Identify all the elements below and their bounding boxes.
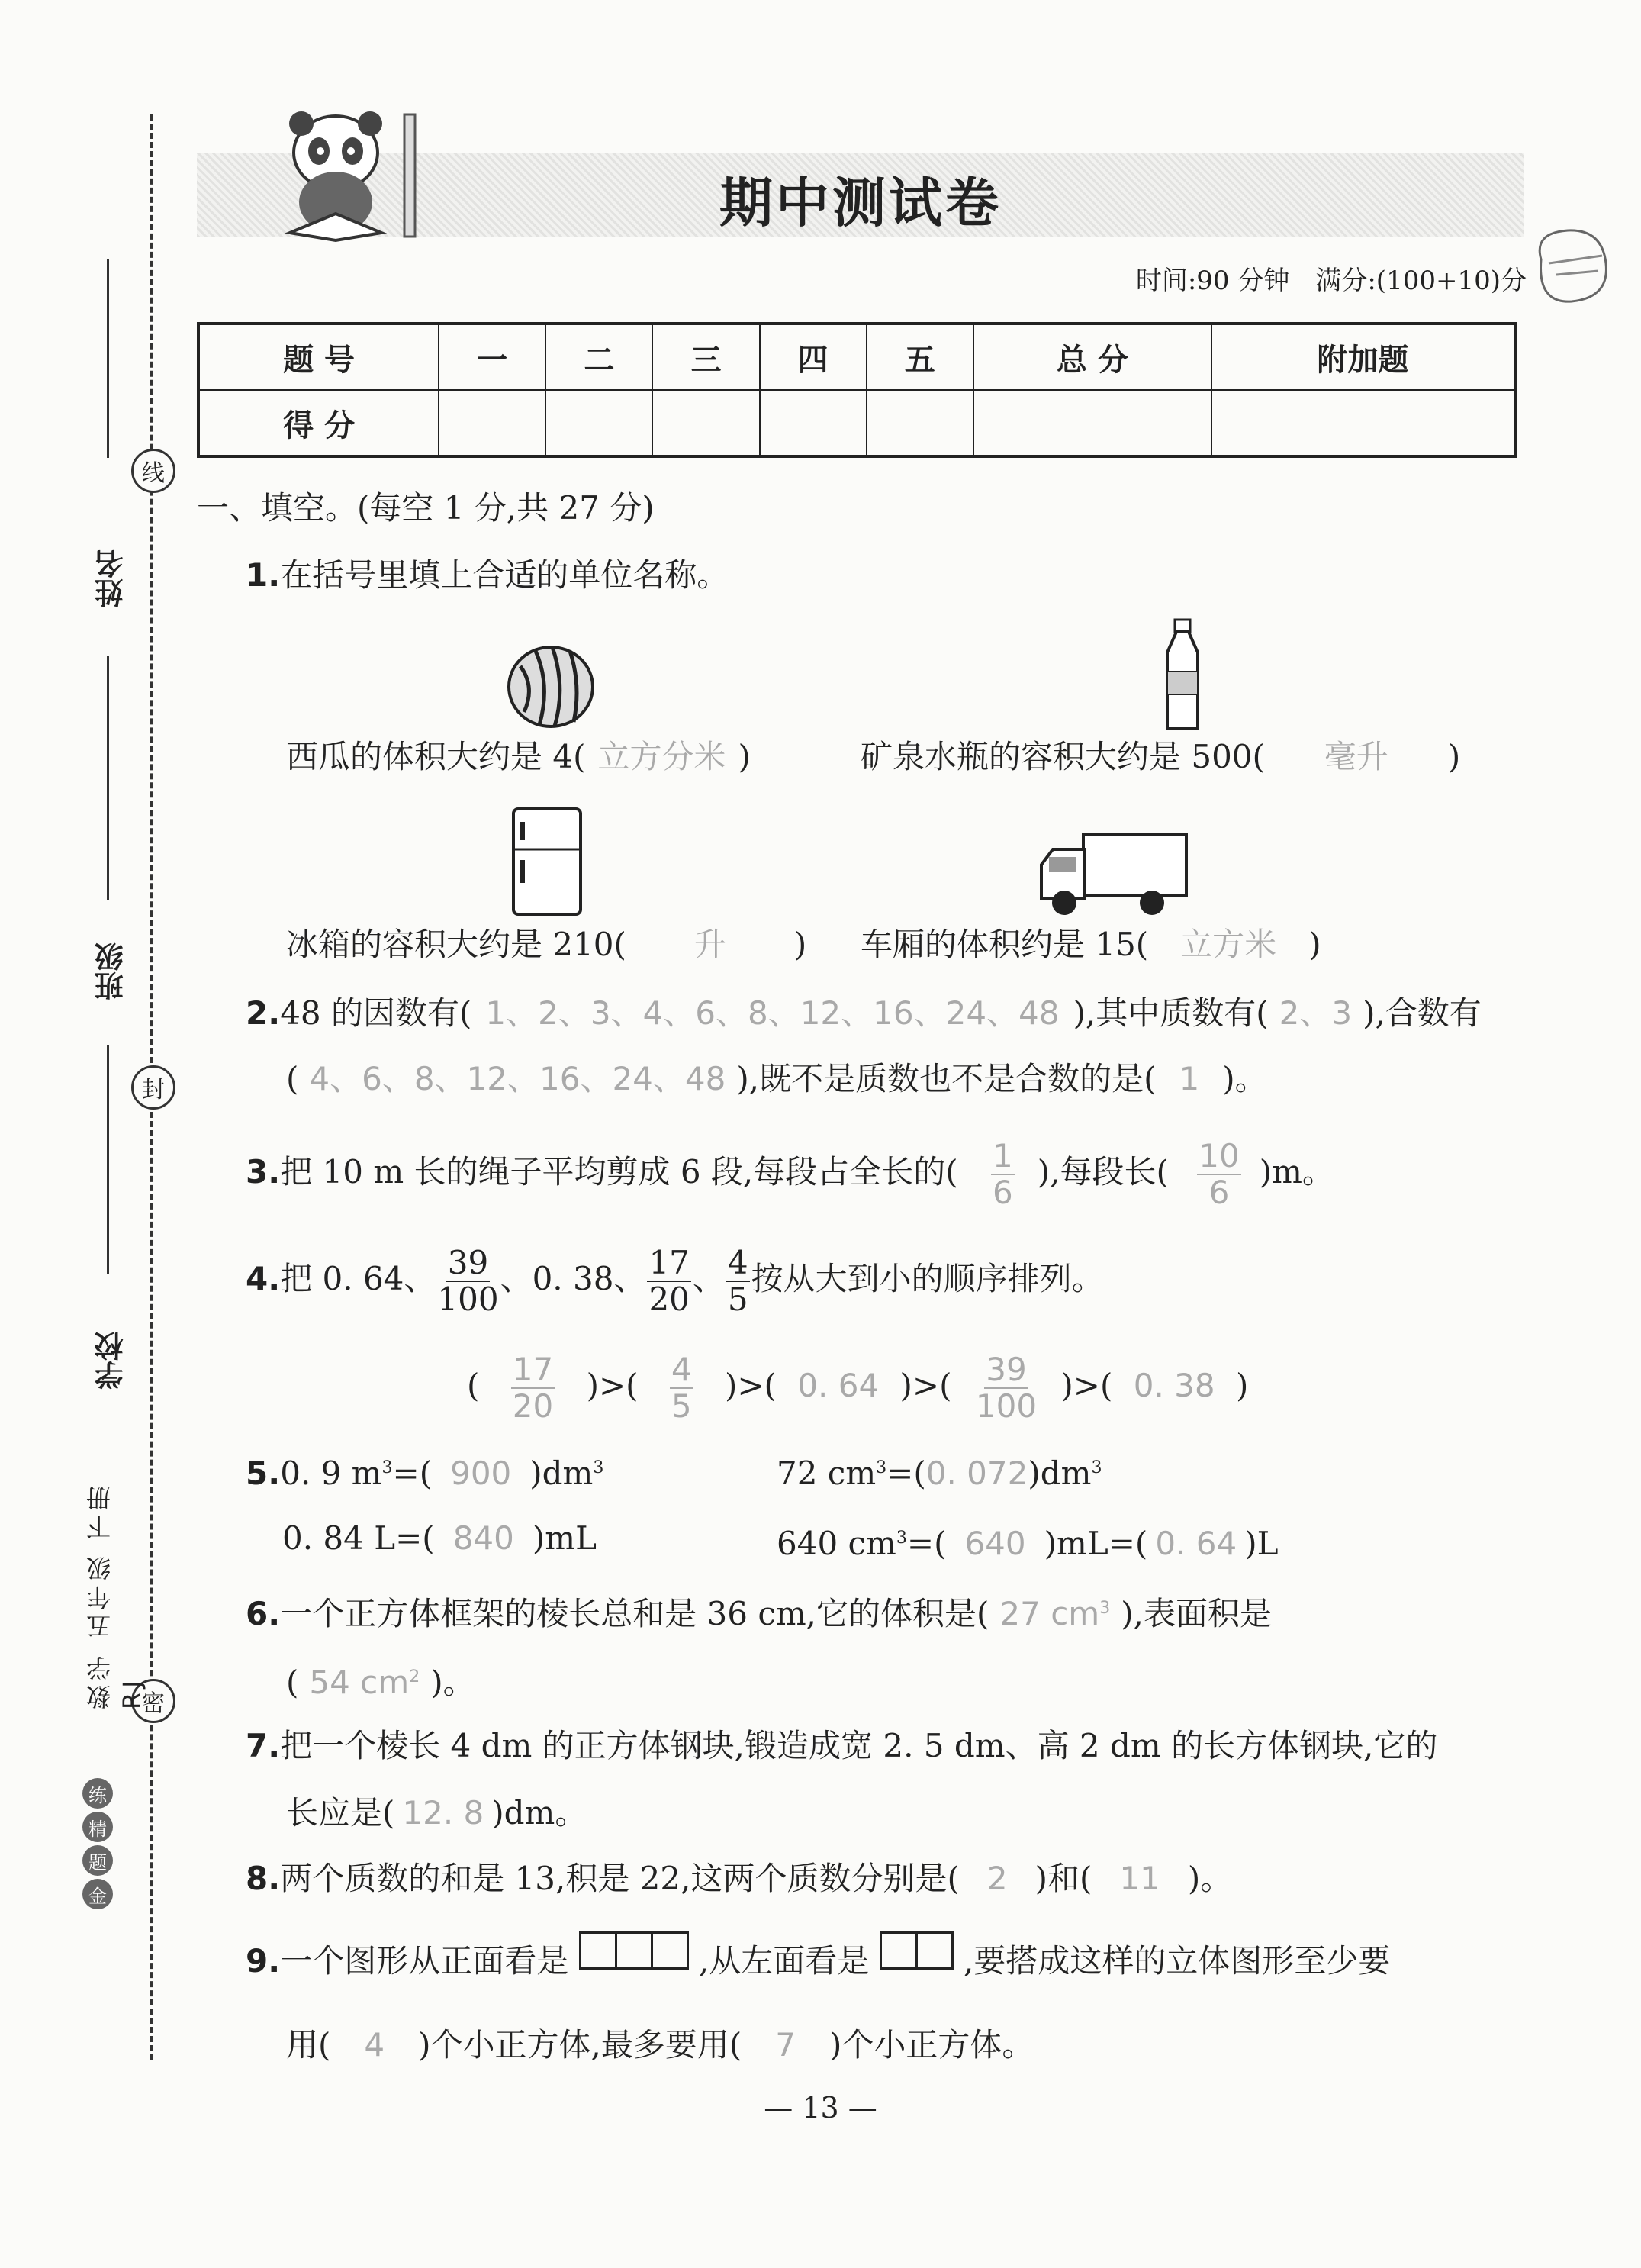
question-text: ) xyxy=(1447,738,1461,775)
answer: 2、3 xyxy=(1279,994,1353,1032)
brand-char: 题 xyxy=(82,1845,113,1876)
answer: 4 xyxy=(364,2026,385,2063)
answer: 2 xyxy=(986,1860,1008,1897)
superscript: 2 xyxy=(409,1667,420,1687)
question-7b xyxy=(286,1790,587,1836)
numerator: 4 xyxy=(671,1351,692,1388)
question-text: =( xyxy=(392,1455,433,1492)
question-number: 4. xyxy=(246,1260,281,1297)
score-cell[interactable] xyxy=(439,390,545,456)
question-text: 一个正方体框架的棱长总和是 36 cm,它的体积是( xyxy=(280,1595,989,1632)
question-text: 0. 9 m xyxy=(280,1455,382,1492)
question-text: )个小正方体,最多要用( xyxy=(418,2026,742,2063)
denominator: 6 xyxy=(1208,1174,1230,1211)
answer: 640 xyxy=(964,1525,1026,1562)
question-text: )。 xyxy=(430,1664,475,1701)
question-4 xyxy=(246,1245,1104,1317)
question-text: 按从大到小的顺序排列。 xyxy=(751,1260,1104,1297)
table-header-cell: 附加题 xyxy=(1211,324,1515,390)
fraction xyxy=(647,1245,690,1317)
superscript: 3 xyxy=(876,1458,887,1477)
school-line xyxy=(107,1045,109,1274)
score-cell[interactable] xyxy=(1211,390,1515,456)
question-text: )>( xyxy=(724,1367,777,1404)
question-text: 矿泉水瓶的容积大约是 500( xyxy=(861,738,1265,775)
score-cell[interactable] xyxy=(867,390,973,456)
question-5d xyxy=(777,1516,1278,1567)
time-info: 时间:90 分钟 满分:(100+10)分 xyxy=(1135,266,1527,296)
page-title: 期中测试卷 xyxy=(719,172,1002,234)
fraction xyxy=(437,1245,498,1317)
score-cell[interactable] xyxy=(973,390,1211,456)
class-label: 班级 xyxy=(95,942,128,1000)
question-text: 冰箱的容积大约是 210( xyxy=(286,926,626,963)
truck-icon xyxy=(1038,830,1190,918)
question-1 xyxy=(246,553,729,598)
answer: 900 xyxy=(450,1455,512,1492)
question-text: ( xyxy=(467,1367,480,1404)
answer: 升 xyxy=(693,926,726,963)
answer-fraction xyxy=(670,1352,693,1424)
page-number: — 13 — xyxy=(764,2091,877,2125)
question-text: )>( xyxy=(1060,1367,1113,1404)
question-2 xyxy=(246,991,1482,1036)
question-5a xyxy=(246,1445,603,1496)
refrigerator-icon xyxy=(510,805,586,918)
question-text: 一个图形从正面看是 xyxy=(280,1942,569,1980)
question-9b xyxy=(286,2022,1034,2068)
question-text: 0. 84 L=( xyxy=(282,1519,435,1557)
watermelon-icon xyxy=(505,639,597,731)
answer: 27 cm xyxy=(999,1595,1100,1632)
question-text: ( xyxy=(286,1664,299,1701)
answer: 0. 072 xyxy=(925,1455,1028,1492)
section-heading: 一、填空。(每空 1 分,共 27 分) xyxy=(197,489,655,527)
answer: 7 xyxy=(775,2026,796,2063)
name-line xyxy=(107,259,109,458)
question-number: 9. xyxy=(246,1942,281,1980)
score-table xyxy=(197,322,1517,458)
fraction xyxy=(726,1245,750,1317)
school-label: 学校 xyxy=(95,1332,128,1390)
question-text: ) xyxy=(793,926,807,963)
brand-logo xyxy=(82,1778,113,1912)
brand-char: 练 xyxy=(82,1778,113,1809)
question-text: )L xyxy=(1244,1525,1279,1562)
score-cell[interactable] xyxy=(545,390,652,456)
book-info: 数学 五年级 下册 RJ xyxy=(85,1481,146,1709)
question-text: 640 cm xyxy=(777,1525,896,1562)
score-cell[interactable] xyxy=(652,390,759,456)
table-header-cell: 二 xyxy=(545,324,652,390)
question-text: =( xyxy=(886,1455,926,1492)
question-text: ,要搭成这样的立体图形至少要 xyxy=(964,1942,1391,1980)
question-6 xyxy=(246,1586,1272,1637)
question-text: ),每段长( xyxy=(1037,1153,1169,1190)
denominator: 100 xyxy=(975,1387,1038,1425)
answer: 毫升 xyxy=(1324,738,1388,775)
question-text: )。 xyxy=(1187,1860,1233,1897)
answer: 0. 64 xyxy=(1155,1525,1237,1562)
question-text: ( xyxy=(286,1060,299,1097)
question-text: =( xyxy=(906,1525,947,1562)
question-text: )mL=( xyxy=(1044,1525,1148,1562)
question-text: )>( xyxy=(586,1367,639,1404)
question-number: 8. xyxy=(246,1860,281,1897)
answer: 1 xyxy=(1179,1060,1200,1097)
question-2b xyxy=(286,1056,1267,1102)
question-1a xyxy=(286,734,751,780)
numerator: 10 xyxy=(1199,1137,1240,1174)
question-number: 5. xyxy=(246,1455,281,1492)
table-row xyxy=(198,324,1515,390)
denominator: 5 xyxy=(671,1387,692,1425)
seal-mi-char: 密 xyxy=(131,1679,175,1723)
class-line xyxy=(107,656,109,900)
homework-stamp-icon xyxy=(1526,221,1617,313)
numerator: 17 xyxy=(512,1351,554,1388)
question-7 xyxy=(246,1723,1437,1769)
table-header-cell: 题 号 xyxy=(198,324,439,390)
question-text: 72 cm xyxy=(777,1455,877,1492)
table-header-cell: 三 xyxy=(652,324,759,390)
answer: 立方米 xyxy=(1180,926,1277,963)
question-text: 长应是( xyxy=(286,1794,395,1831)
seal-line-char: 线 xyxy=(131,449,175,493)
question-text: ),合数有 xyxy=(1363,994,1482,1032)
question-text: ) xyxy=(1235,1367,1249,1404)
question-text: 在括号里填上合适的单位名称。 xyxy=(280,556,729,594)
answer: 1、2、3、4、6、8、12、16、24、48 xyxy=(485,994,1060,1032)
numerator: 17 xyxy=(648,1244,690,1281)
denominator: 100 xyxy=(437,1281,499,1318)
answer-fraction xyxy=(511,1352,555,1424)
brand-char: 精 xyxy=(82,1812,113,1842)
question-text: )。 xyxy=(1222,1060,1267,1097)
table-header-cell: 一 xyxy=(439,324,545,390)
superscript: 3 xyxy=(1099,1599,1111,1618)
denominator: 20 xyxy=(512,1387,554,1425)
question-text: )dm。 xyxy=(491,1794,587,1831)
question-text: 把 0. 64、 xyxy=(280,1260,436,1297)
table-header-cell: 五 xyxy=(867,324,973,390)
question-1c xyxy=(286,922,806,968)
question-text: 车厢的体积约是 15( xyxy=(861,926,1149,963)
brand-char: 金 xyxy=(82,1879,113,1909)
question-9 xyxy=(246,1938,1390,1986)
answer: 立方分米 xyxy=(597,738,726,775)
question-text: ) xyxy=(738,738,751,775)
answer: 54 cm xyxy=(309,1664,410,1701)
numerator: 4 xyxy=(727,1244,748,1281)
denominator: 5 xyxy=(727,1281,748,1318)
answer-fraction xyxy=(1197,1139,1240,1210)
question-text: ,从左面看是 xyxy=(698,1942,870,1980)
question-5b xyxy=(777,1445,1102,1496)
question-text: )m。 xyxy=(1259,1153,1334,1190)
seal-feng-char: 封 xyxy=(131,1065,175,1110)
question-5c xyxy=(282,1516,597,1561)
question-text: ),既不是质数也不是合数的是( xyxy=(736,1060,1157,1097)
question-text: 用( xyxy=(286,2026,331,2063)
question-text: ),其中质数有( xyxy=(1073,994,1269,1032)
question-text: 把 10 m 长的绳子平均剪成 6 段,每段占全长的( xyxy=(280,1153,958,1190)
question-number: 6. xyxy=(246,1595,281,1632)
answer: 4、6、8、12、16、24、48 xyxy=(309,1060,726,1097)
question-text: 、 xyxy=(692,1260,725,1297)
superscript: 3 xyxy=(593,1458,604,1477)
superscript: 3 xyxy=(896,1529,907,1548)
answer: 0. 64 xyxy=(797,1367,880,1404)
question-number: 3. xyxy=(246,1153,281,1190)
superscript: 3 xyxy=(381,1458,393,1477)
question-number: 1. xyxy=(246,556,281,594)
denominator: 6 xyxy=(993,1174,1013,1211)
water-bottle-icon xyxy=(1160,618,1205,733)
question-text: )个小正方体。 xyxy=(829,2026,1034,2063)
table-header-cell: 四 xyxy=(760,324,867,390)
question-text: ) xyxy=(1308,926,1321,963)
score-cell[interactable] xyxy=(760,390,867,456)
question-8 xyxy=(246,1856,1232,1902)
table-header-cell: 总 分 xyxy=(973,324,1211,390)
question-text: ),表面积是 xyxy=(1121,1595,1272,1632)
question-4-answer xyxy=(467,1352,1248,1424)
answer-fraction xyxy=(976,1352,1037,1424)
superscript: 3 xyxy=(1091,1458,1102,1477)
question-text: )和( xyxy=(1034,1860,1092,1897)
name-label: 姓名 xyxy=(95,549,128,607)
answer: 0. 38 xyxy=(1133,1367,1215,1404)
question-text: 48 的因数有( xyxy=(280,994,472,1032)
numerator: 39 xyxy=(447,1244,489,1281)
question-number: 7. xyxy=(246,1727,281,1764)
numerator: 39 xyxy=(986,1351,1027,1388)
table-row xyxy=(198,390,1515,456)
question-text: )mL xyxy=(532,1519,597,1557)
question-text: 两个质数的和是 13,积是 22,这两个质数分别是( xyxy=(280,1860,960,1897)
question-6b xyxy=(286,1654,475,1706)
answer: 11 xyxy=(1119,1860,1160,1897)
question-text: )dm xyxy=(1028,1455,1092,1492)
question-number: 2. xyxy=(246,994,281,1032)
front-view-figure xyxy=(579,1924,689,1970)
question-text: )dm xyxy=(529,1455,594,1492)
question-1d xyxy=(861,922,1321,968)
question-text: 把一个棱长 4 dm 的正方体钢块,锻造成宽 2. 5 dm、高 2 dm 的长方体钢块,它的 xyxy=(280,1727,1438,1764)
answer: 840 xyxy=(452,1519,514,1557)
answer: 12. 8 xyxy=(402,1794,484,1831)
question-text: )>( xyxy=(899,1367,952,1404)
numerator: 1 xyxy=(993,1137,1013,1174)
answer-fraction xyxy=(991,1139,1015,1210)
question-text: 、0. 38、 xyxy=(500,1260,646,1297)
denominator: 20 xyxy=(648,1281,690,1318)
question-3 xyxy=(246,1139,1334,1210)
score-label-cell: 得 分 xyxy=(198,390,439,456)
question-1b xyxy=(861,734,1460,780)
question-text: 西瓜的体积大约是 4( xyxy=(286,738,586,775)
left-view-figure xyxy=(880,1924,954,1970)
